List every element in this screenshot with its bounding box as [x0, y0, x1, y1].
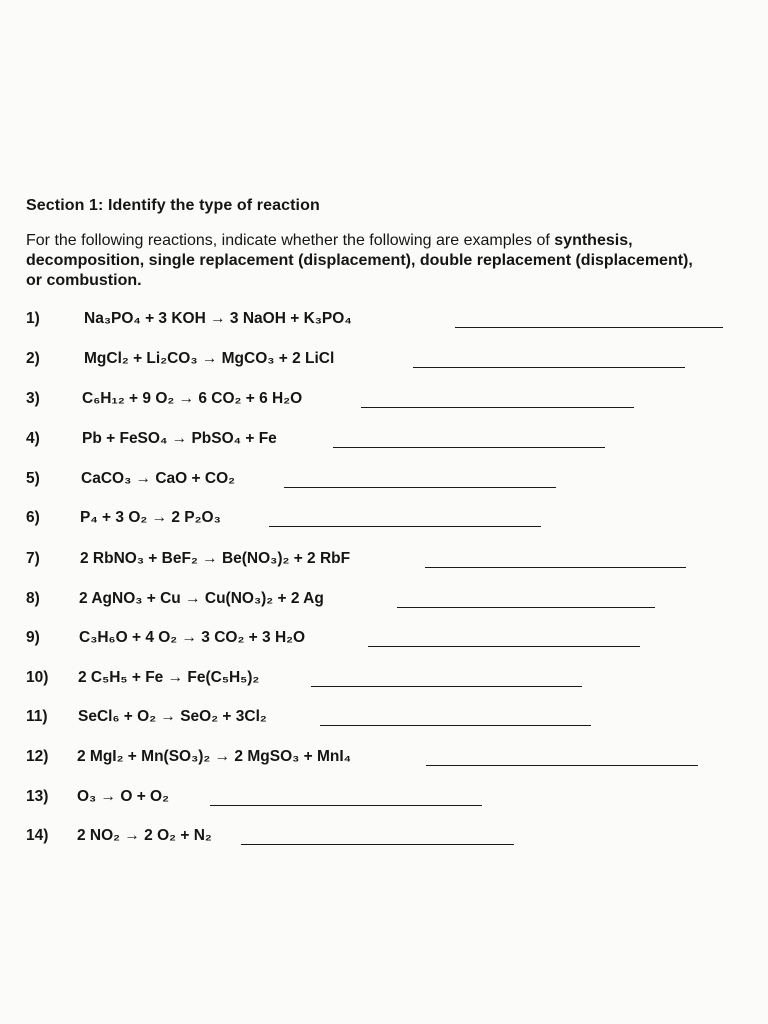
question-row: [0, 629, 768, 657]
reaction-equation: 2 MgI₂ + Mn(SO₃)₂ → 2 MgSO₃ + MnI₄: [77, 748, 352, 765]
reaction-equation: 2 NO₂ → 2 O₂ + N₂: [77, 827, 212, 844]
instructions-text: For the following reactions, indicate whether the following are examples of: [26, 232, 555, 249]
answer-blank[interactable]: [361, 407, 634, 408]
question-number: 11): [26, 708, 48, 725]
answer-blank[interactable]: [210, 805, 482, 806]
question-row: [0, 350, 768, 378]
question-number: 10): [26, 669, 49, 686]
question-row: [0, 470, 768, 498]
answer-blank[interactable]: [368, 646, 640, 647]
instructions: [26, 231, 696, 291]
reaction-equation: CaCO₃ → CaO + CO₂: [81, 470, 236, 487]
question-row: [0, 430, 768, 458]
reaction-equation: MgCl₂ + Li₂CO₃ → MgCO₃ + 2 LiCl: [84, 350, 335, 367]
answer-blank[interactable]: [426, 765, 698, 766]
question-number: 8): [26, 590, 40, 607]
question-row: [0, 827, 768, 855]
answer-blank[interactable]: [397, 607, 655, 608]
question-number: 7): [26, 550, 40, 567]
answer-blank[interactable]: [320, 725, 591, 726]
question-number: 9): [26, 629, 40, 646]
question-number: 2): [26, 350, 40, 367]
answer-blank[interactable]: [425, 567, 686, 568]
reaction-equation: P₄ + 3 O₂ → 2 P₂O₃: [80, 509, 221, 526]
reaction-equation: 2 RbNO₃ + BeF₂ → Be(NO₃)₂ + 2 RbF: [80, 550, 351, 567]
question-row: [0, 669, 768, 697]
question-row: [0, 788, 768, 816]
reaction-equation: C₃H₆O + 4 O₂ → 3 CO₂ + 3 H₂O: [79, 629, 306, 646]
instructions-reaction-types: synthesis, decomposition, single replacement (displacement), double replacement (displacement), or combustion.: [26, 232, 693, 289]
question-row: [0, 509, 768, 537]
answer-blank[interactable]: [269, 526, 541, 527]
question-number: 6): [26, 509, 40, 526]
question-row: [0, 550, 768, 578]
question-number: 12): [26, 748, 49, 765]
question-row: [0, 748, 768, 776]
answer-blank[interactable]: [333, 447, 605, 448]
question-row: [0, 708, 768, 736]
question-number: 1): [26, 310, 40, 327]
question-number: 13): [26, 788, 49, 805]
answer-blank[interactable]: [311, 686, 582, 687]
question-number: 3): [26, 390, 40, 407]
reaction-equation: 2 AgNO₃ + Cu → Cu(NO₃)₂ + 2 Ag: [79, 590, 324, 607]
reaction-equation: C₆H₁₂ + 9 O₂ → 6 CO₂ + 6 H₂O: [82, 390, 303, 407]
answer-blank[interactable]: [413, 367, 685, 368]
question-row: [0, 390, 768, 418]
question-number: 4): [26, 430, 40, 447]
section-title: Section 1: Identify the type of reaction: [26, 197, 320, 214]
reaction-equation: Na₃PO₄ + 3 KOH → 3 NaOH + K₃PO₄: [84, 310, 352, 327]
answer-blank[interactable]: [284, 487, 556, 488]
question-number: 5): [26, 470, 40, 487]
answer-blank[interactable]: [241, 844, 514, 845]
reaction-equation: 2 C₅H₅ + Fe → Fe(C₅H₅)₂: [78, 669, 260, 686]
reaction-equation: SeCl₆ + O₂ → SeO₂ + 3Cl₂: [78, 708, 267, 725]
reaction-equation: Pb + FeSO₄ → PbSO₄ + Fe: [82, 430, 277, 447]
question-number: 14): [26, 827, 49, 844]
reaction-equation: O₃ → O + O₂: [77, 788, 170, 805]
question-row: [0, 590, 768, 618]
question-row: [0, 310, 768, 338]
answer-blank[interactable]: [455, 327, 723, 328]
